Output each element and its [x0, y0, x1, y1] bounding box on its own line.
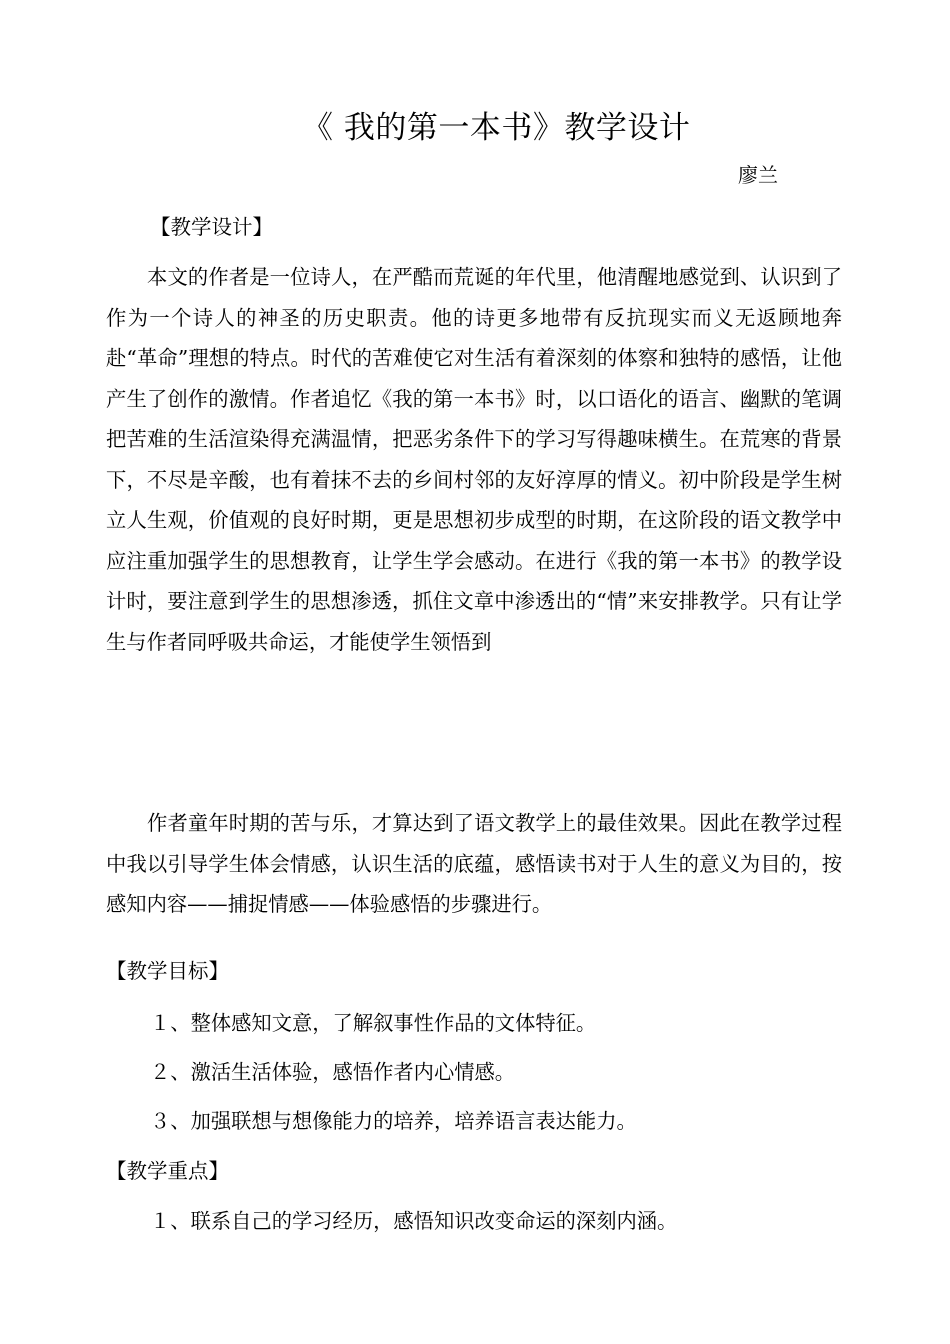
- section-heading-key-points: 【教学重点】: [106, 1159, 229, 1183]
- design-paragraph-2: 作者童年时期的苦与乐，才算达到了语文教学上的最佳效果。因此在教学过程中我以引导学生体会情感，认识生活的底蕴，感悟读书对于人生的意义为目的，按感知内容——捕捉情感——体验感悟的步骤进行。: [106, 811, 842, 916]
- key-point-item-1: １、联系自己的学习经历，感悟知识改变命运的深刻内涵。: [150, 1209, 678, 1233]
- document-title: 《 我的第一本书》教学设计: [302, 110, 691, 146]
- goal-item-2: ２、激活生活体验，感悟作者内心情感。: [150, 1060, 516, 1084]
- goal-item-3: ３、加强联想与想像能力的培养，培养语言表达能力。: [150, 1109, 637, 1133]
- author-name: 廖兰: [738, 163, 778, 187]
- section-heading-design: 【教学设计】: [150, 215, 273, 239]
- goal-item-1: １、整体感知文意，了解叙事性作品的文体特征。: [150, 1011, 597, 1035]
- design-paragraph-1: 本文的作者是一位诗人，在严酷而荒诞的年代里，他清醒地感觉到、认识到了作为一个诗人的神圣的历史职责。他的诗更多地带有反抗现实而义无返顾地奔赴“革命”理想的特点。时代的苦难使它对生活有着深刻的体察和独特的感悟，让他产生了创作的激情。作者追忆《我的第一本书》时，以口语化的语言、幽默的笔调把苦难的生活渲染得充满温情，把恶劣条件下的学习写得趣味横生。在荒寒的背景下，不尽是辛酸，也有着抹不去的乡间村邻的友好淳厚的情义。初中阶段是学生树立人生观，价值观的良好时期，更是思想初步成型的时期，在这阶段的语文教学中应注重加强学生的思想教育，让学生学会感动。在进行《我的第一本书》的教学设计时，要注意到学生的思想渗透，抓住文章中渗透出的“情”来安排教学。只有让学生与作者同呼吸共命运，才能使学生领悟到: [106, 265, 842, 654]
- section-heading-goals: 【教学目标】: [106, 959, 229, 983]
